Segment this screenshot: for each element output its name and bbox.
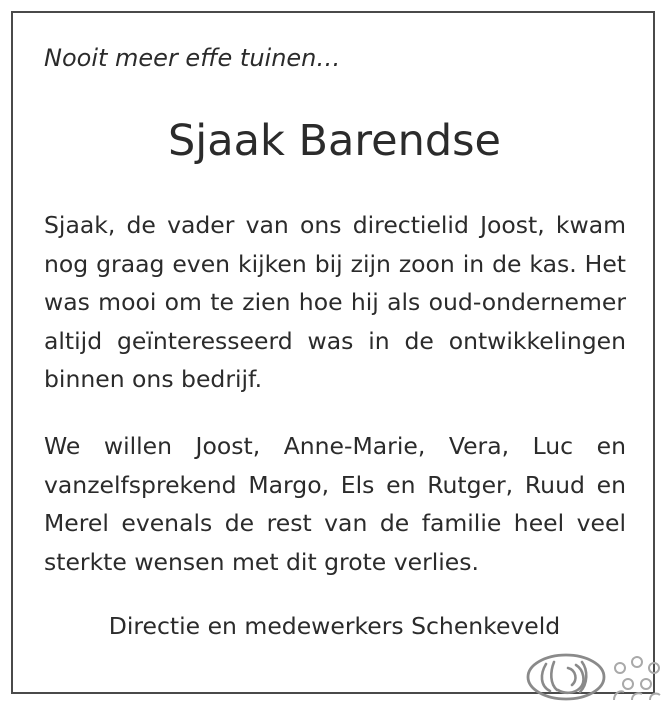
paragraph-line: We willen Joost, Anne-Marie, Vera, Luc en <box>44 432 626 460</box>
memorial-logo-icon <box>524 650 664 702</box>
opening-line: Nooit meer effe tuinen… <box>44 44 341 72</box>
paragraph-line: Sjaak, de vader van ons directielid Joost, kwam <box>44 211 626 239</box>
deceased-name: Sjaak Barendse <box>168 116 501 166</box>
paragraph-line: sterkte wensen met dit grote verlies. <box>44 547 479 576</box>
paragraph-line: was mooi om te zien hoe hij als oud-ondernemer <box>44 288 626 316</box>
paragraph-line: vanzelfsprekend Margo, Els en Rutger, Ruud en <box>44 470 626 499</box>
paragraph-condolences <box>44 427 626 581</box>
paragraph-line: Merel evenals de rest van de familie heel veel <box>44 509 626 537</box>
signature: Directie en medewerkers Schenkeveld <box>108 612 561 640</box>
paragraph-tribute <box>44 206 626 399</box>
paragraph-line: altijd geïnteresseerd was in de ontwikkelingen <box>44 326 626 355</box>
paragraph-line: nog graag even kijken bij zijn zoon in de kas. Het <box>44 249 626 278</box>
paragraph-line: binnen ons bedrijf. <box>44 365 263 393</box>
